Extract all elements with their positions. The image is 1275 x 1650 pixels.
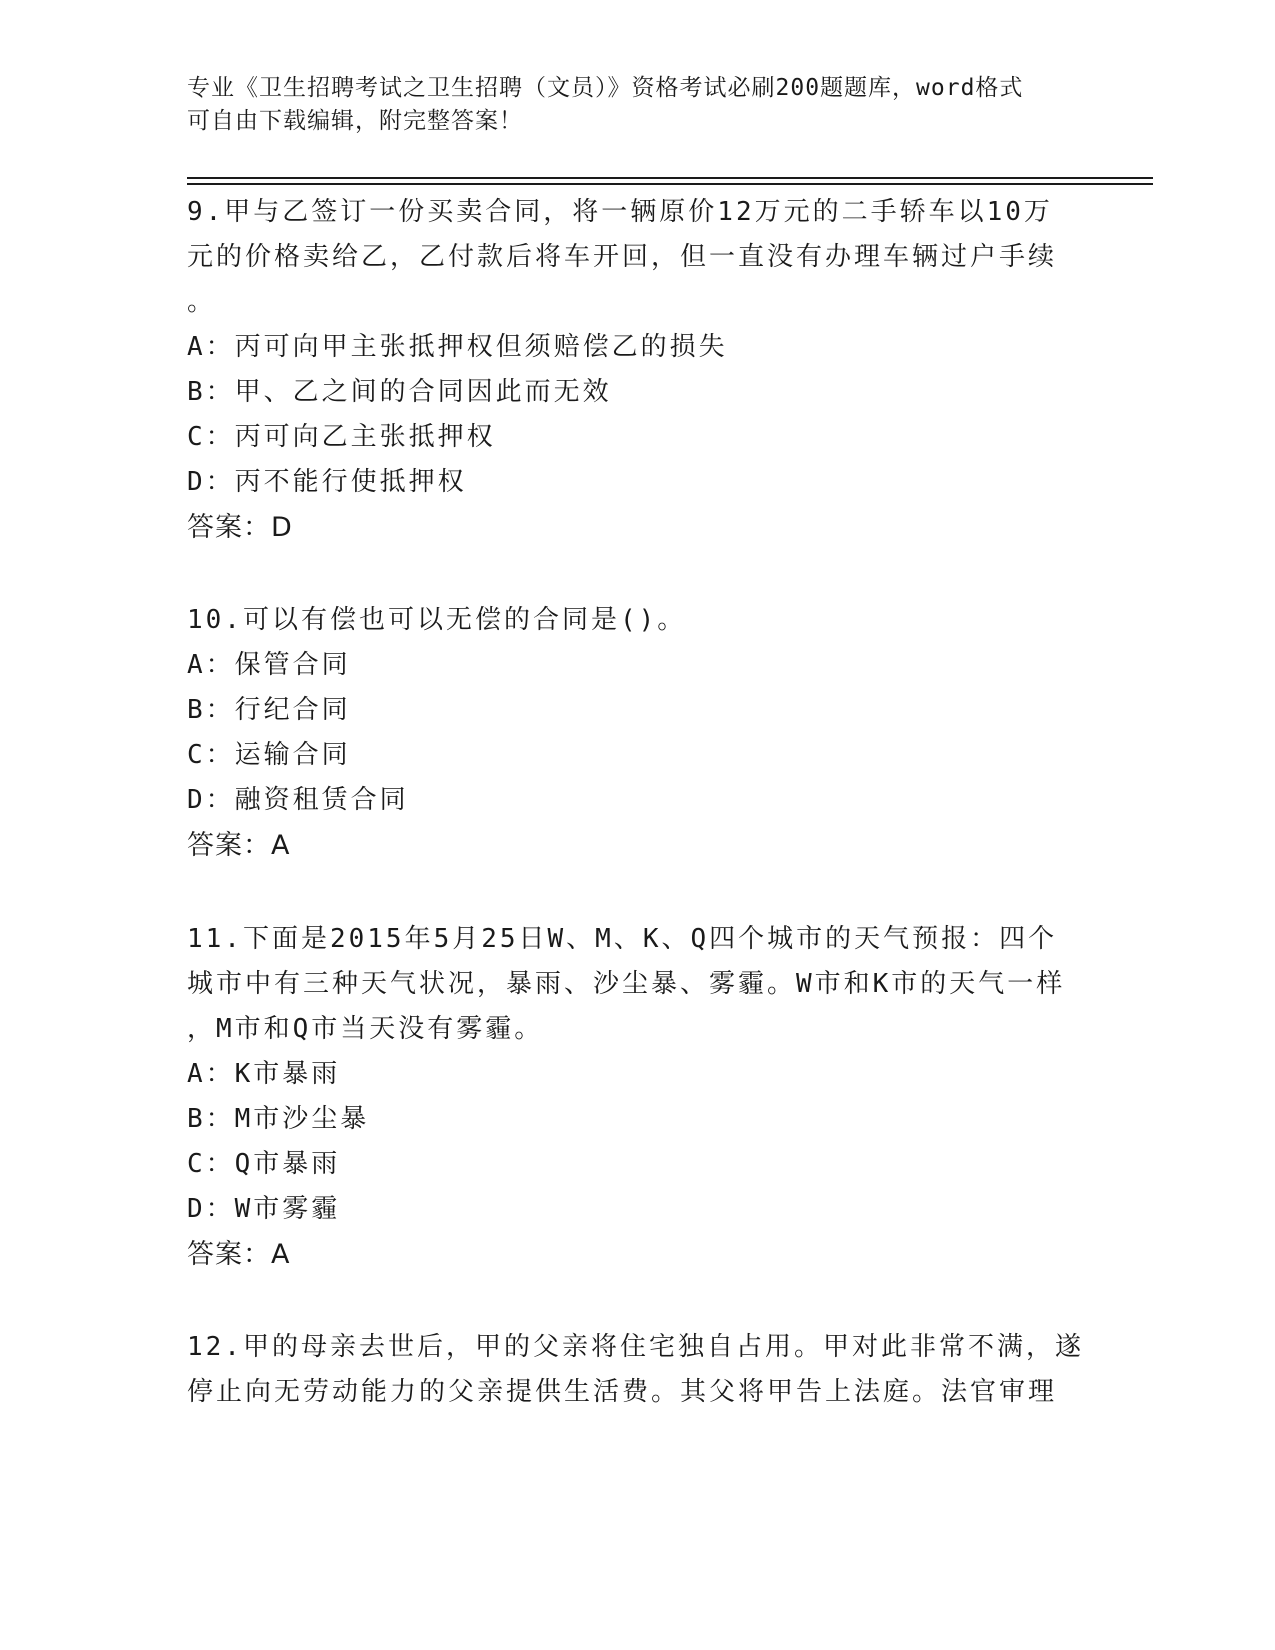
document-header bbox=[187, 72, 1087, 138]
option-c: C：Q市暴雨 bbox=[187, 1149, 341, 1179]
question-stem-line: 停止向无劳动能力的父亲提供生活费。其父将甲告上法庭。法官审理 bbox=[187, 1377, 1058, 1407]
option-a: A：K市暴雨 bbox=[187, 1059, 341, 1089]
answer: 答案：A bbox=[187, 1239, 291, 1270]
question-stem-line: 11.下面是2015年5月25日W、M、K、Q四个城市的天气预报：四个 bbox=[187, 924, 1058, 954]
option-c: C：丙可向乙主张抵押权 bbox=[187, 422, 496, 452]
question-stem-line: 元的价格卖给乙，乙付款后将车开回，但一直没有办理车辆过户手续 bbox=[187, 242, 1058, 272]
question-11 bbox=[187, 917, 1087, 1277]
question-stem-line: 10.可以有偿也可以无偿的合同是()。 bbox=[187, 605, 687, 635]
answer: 答案：A bbox=[187, 830, 291, 861]
header-divider-bottom bbox=[187, 183, 1153, 185]
question-stem-line: 。 bbox=[187, 287, 217, 317]
header-divider-top bbox=[187, 177, 1153, 179]
option-a: A：保管合同 bbox=[187, 650, 351, 680]
option-a: A：丙可向甲主张抵押权但须赔偿乙的损失 bbox=[187, 332, 728, 362]
question-stem-line: 12.甲的母亲去世后，甲的父亲将住宅独自占用。甲对此非常不满，遂 bbox=[187, 1332, 1084, 1362]
option-d: D：W市雾霾 bbox=[187, 1194, 341, 1224]
question-stem-line: ，M市和Q市当天没有雾霾。 bbox=[187, 1014, 544, 1044]
question-12 bbox=[187, 1325, 1087, 1415]
option-c: C：运输合同 bbox=[187, 740, 351, 770]
header-line-1: 专业《卫生招聘考试之卫生招聘（文员）》资格考试必刷200题题库，word格式 bbox=[187, 75, 1024, 101]
option-b: B：行纪合同 bbox=[187, 695, 351, 725]
question-9 bbox=[187, 190, 1087, 550]
option-b: B：甲、乙之间的合同因此而无效 bbox=[187, 377, 612, 407]
question-stem-line: 9.甲与乙签订一份买卖合同，将一辆原价12万元的二手轿车以10万 bbox=[187, 197, 1053, 227]
question-stem-line: 城市中有三种天气状况，暴雨、沙尘暴、雾霾。W市和K市的天气一样 bbox=[187, 969, 1066, 999]
question-10 bbox=[187, 598, 1087, 868]
option-d: D：丙不能行使抵押权 bbox=[187, 467, 467, 497]
option-b: B：M市沙尘暴 bbox=[187, 1104, 370, 1134]
header-line-2: 可自由下载编辑，附完整答案！ bbox=[187, 108, 523, 134]
option-d: D：融资租赁合同 bbox=[187, 785, 409, 815]
answer: 答案：D bbox=[187, 512, 293, 543]
